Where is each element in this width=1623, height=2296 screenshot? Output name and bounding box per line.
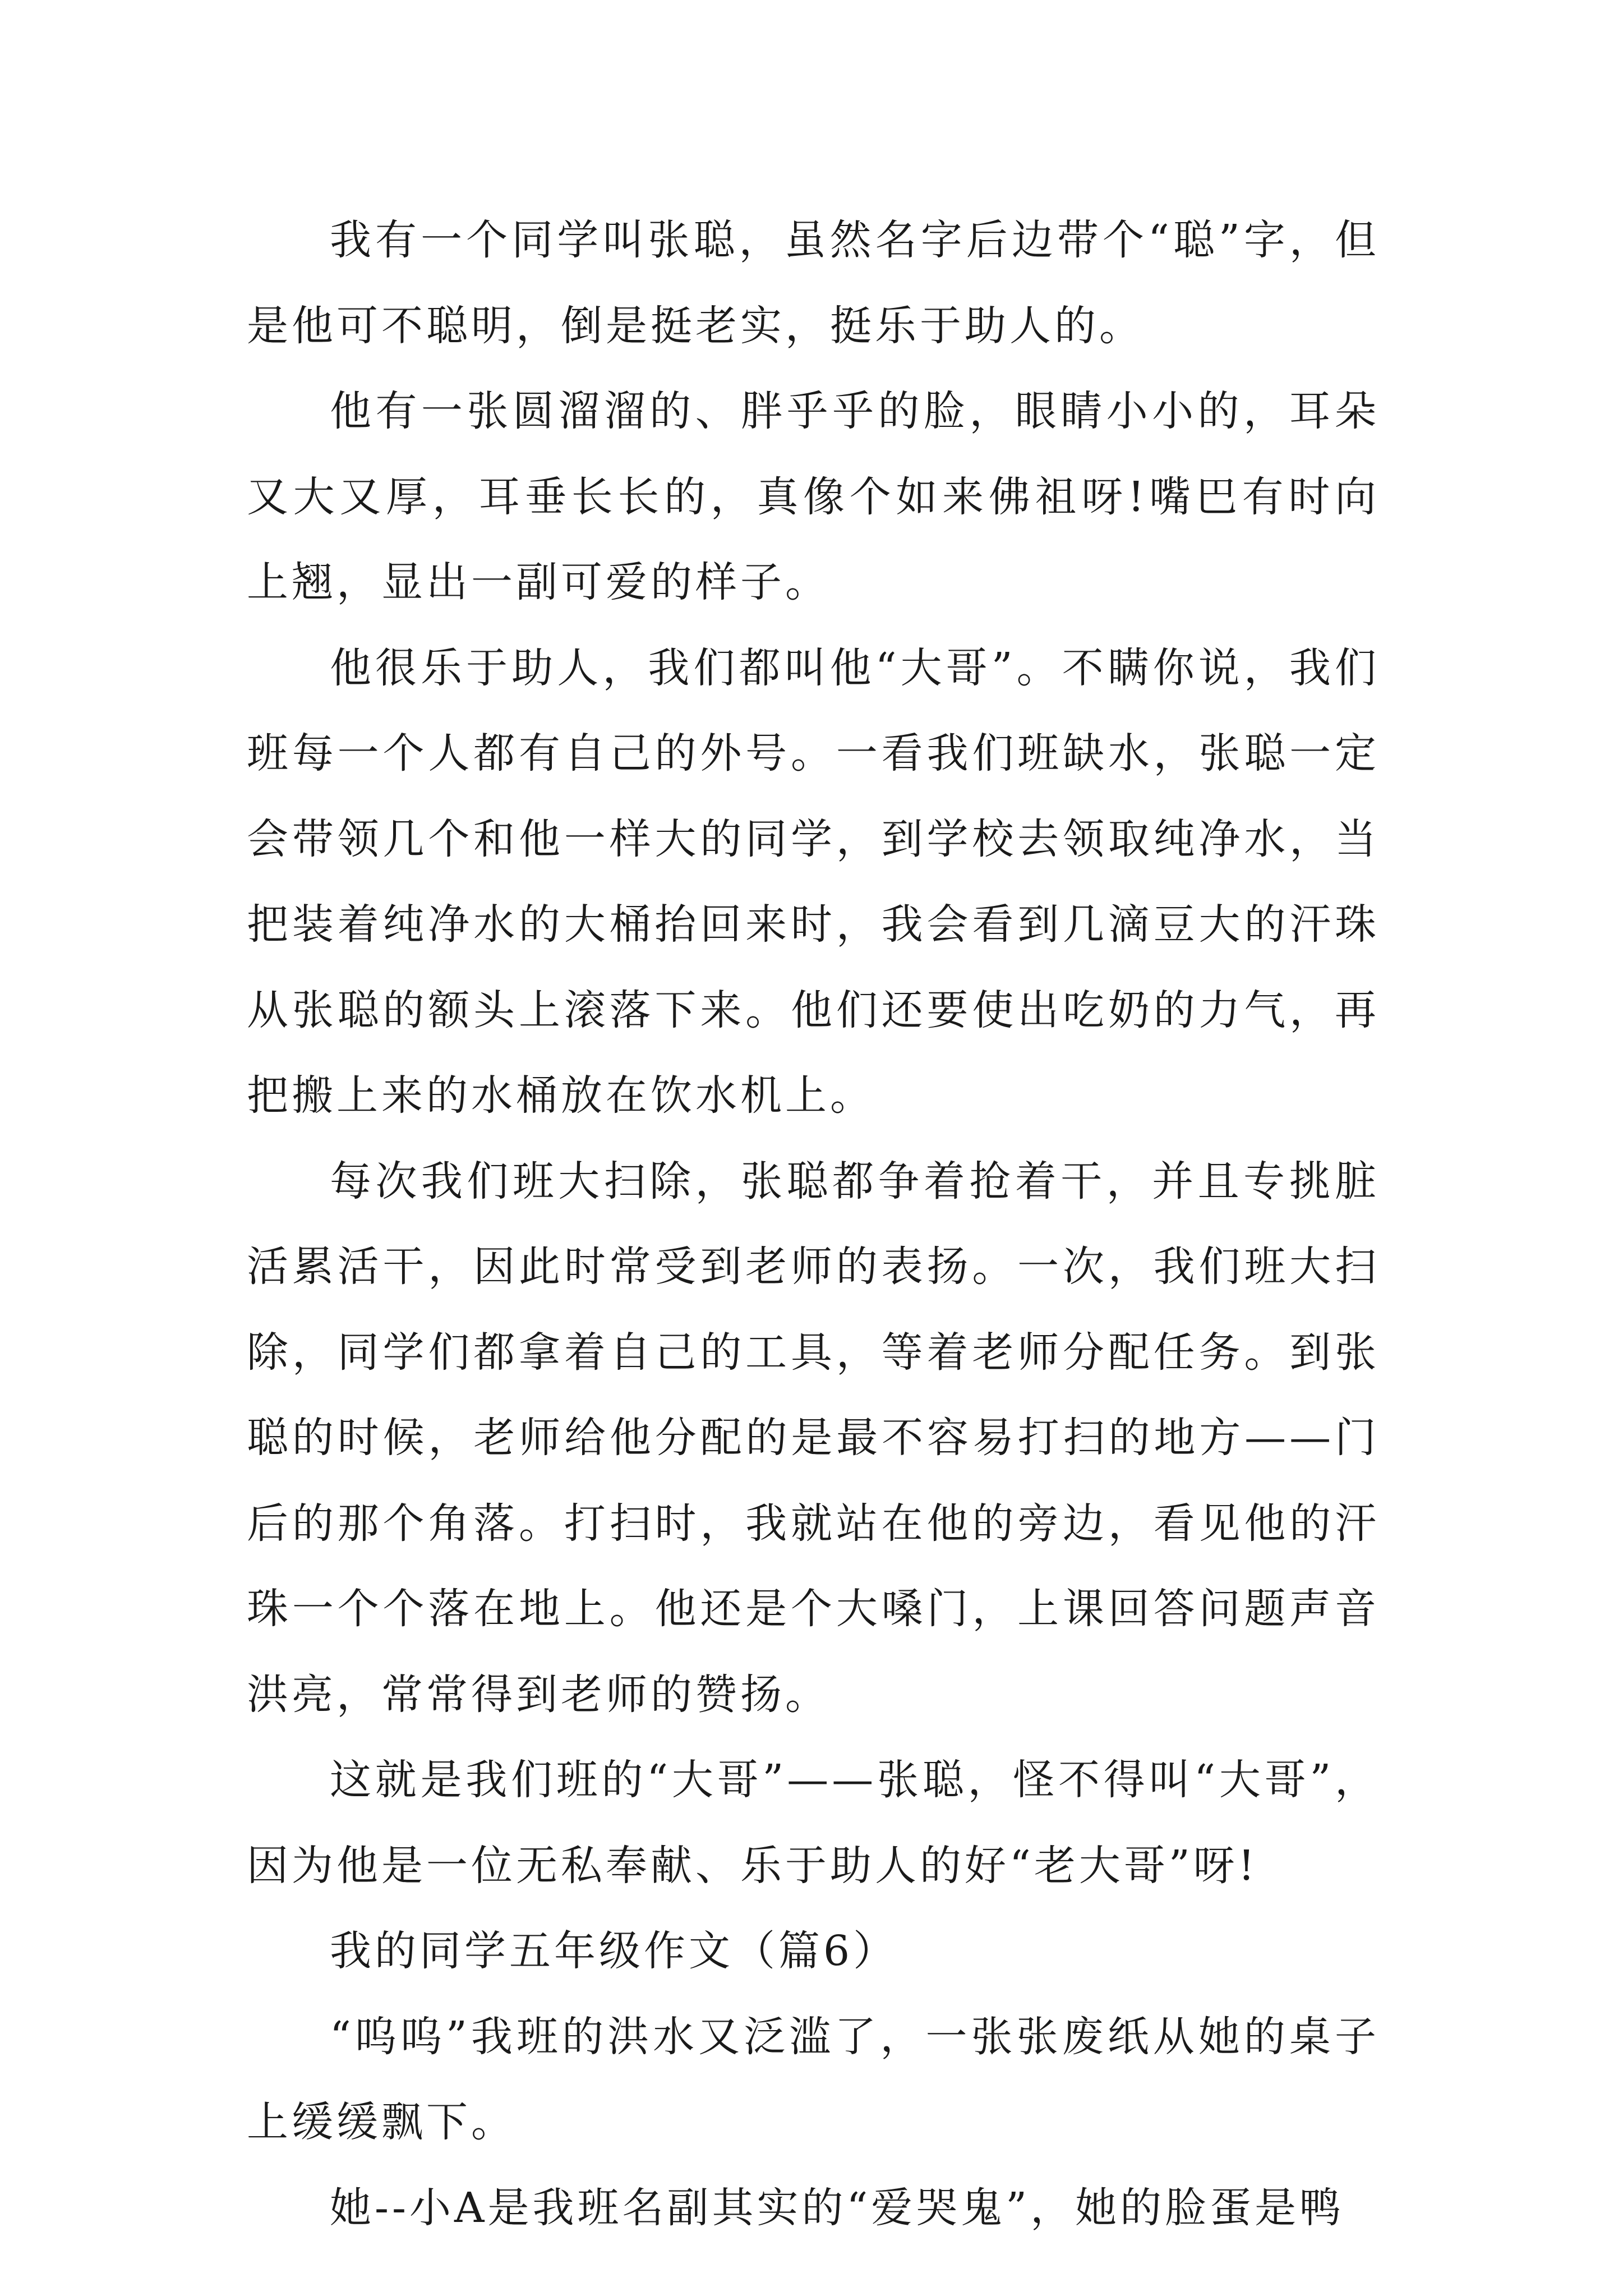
paragraph-flood: “呜呜”我班的洪水又泛滥了，一张张废纸从她的桌子上缓缓飘下。 — [247, 2012, 1380, 2146]
paragraph-appearance: 他有一张圆溜溜的、胖乎乎的脸，眼睛小小的，耳朵又大又厚，耳垂长长的，真像个如来佛祖呀!嘴巴有时向上翘，显出一副可爱的样子。 — [247, 387, 1380, 606]
paragraph-crybaby: 她--小A是我班名副其实的“爱哭鬼”，她的脸蛋是鸭 — [330, 2183, 1345, 2232]
section-heading: 我的同学五年级作文（篇6） — [330, 1927, 898, 1975]
essay-body — [247, 197, 1380, 2251]
paragraph-cleaning: 每次我们班大扫除，张聪都争着抢着干，并且专挑脏活累活干，因此时常受到老师的表扬。一次，我们班大扫除，同学们都拿着自己的工具，等着老师分配任务。到张聪的时候，老师给他分配的是最不容易打扫的地方——门后的那个角落。打扫时，我就站在他的旁边，看见他的汗珠一个个落在地上。他还是个大嗓门，上课回答问题声音洪亮，常常得到老师的赞扬。 — [247, 1157, 1380, 1719]
paragraph-helpful: 他很乐于助人，我们都叫他“大哥”。不瞒你说，我们班每一个人都有自己的外号。一看我们班缺水，张聪一定会带领几个和他一样大的同学，到学校去领取纯净水，当把装着纯净水的大桶抬回来时，我会看到几滴豆大的汗珠从张聪的额头上滚落下来。他们还要使出吃奶的力气，再把搬上来的水桶放在饮水机上。 — [247, 643, 1380, 1120]
paragraph-intro: 我有一个同学叫张聪，虽然名字后边带个“聪”字，但是他可不聪明，倒是挺老实，挺乐于助人的。 — [247, 216, 1380, 350]
paragraph-conclusion: 这就是我们班的“大哥”——张聪，怪不得叫“大哥”，因为他是一位无私奉献、乐于助人的好“老大哥”呀! — [247, 1756, 1380, 1890]
